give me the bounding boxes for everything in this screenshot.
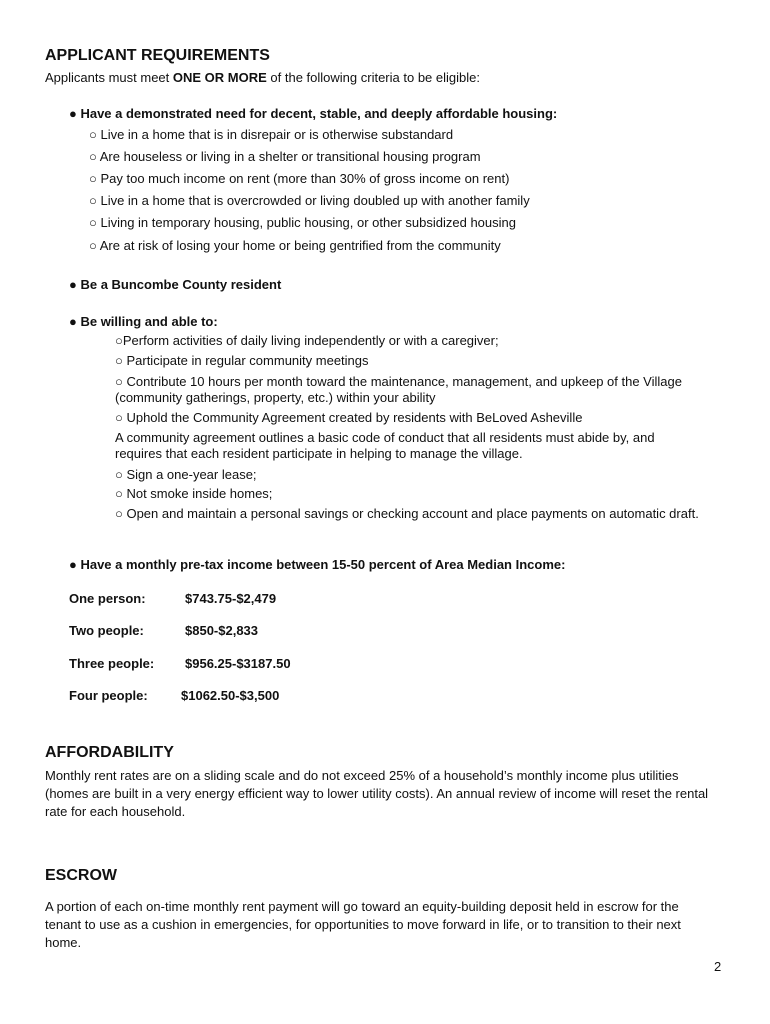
applicant-intro [45, 70, 480, 86]
willing-criterion-title: ● Be willing and able to: [69, 314, 218, 329]
willing-item: ○ Open and maintain a personal savings or checking account and place payments on automatic draft. [115, 506, 699, 521]
income-row-label: Four people: [69, 688, 148, 703]
income-row-amount: $1062.50-$3,500 [181, 688, 280, 703]
escrow-heading: ESCROW [45, 867, 117, 884]
income-criterion-title: ● Have a monthly pre-tax income between 15-50 percent of Area Median Income: [69, 557, 566, 572]
intro-text-bold: ONE OR MORE [172, 70, 267, 85]
willing-item: ○Perform activities of daily living independently or with a caregiver; [115, 333, 499, 348]
income-row-label: Three people: [69, 656, 155, 671]
willing-item: ○ Participate in regular community meetings [115, 353, 369, 368]
affordability-heading: AFFORDABILITY [45, 744, 174, 761]
intro-text-before: Applicants must meet [45, 70, 173, 85]
income-row [69, 591, 277, 607]
income-row-amount: $743.75-$2,479 [185, 591, 277, 606]
income-row [69, 688, 280, 704]
income-row-label: Two people: [69, 623, 144, 638]
need-item: ○ Live in a home that is in disrepair or is otherwise substandard [89, 127, 454, 142]
need-item: ○ Live in a home that is overcrowded or living doubled up with another family [89, 193, 530, 208]
income-row-amount: $956.25-$3187.50 [185, 656, 291, 671]
income-row [69, 656, 291, 672]
income-row-label: One person: [69, 591, 146, 606]
need-item: ○ Living in temporary housing, public housing, or other subsidized housing [89, 215, 516, 230]
affordability-paragraph: Monthly rent rates are on a sliding scale and do not exceed 25% of a household’s monthly income plus utilities (homes are built in a very energy efficient way to lower utility costs). An annual review of income will reset the rental rate for each household. [45, 768, 709, 819]
need-item: ○ Are at risk of losing your home or being gentrified from the community [89, 238, 501, 253]
applicant-requirements-heading: APPLICANT REQUIREMENTS [45, 47, 270, 64]
need-item: ○ Pay too much income on rent (more than 30% of gross income on rent) [89, 171, 510, 186]
page-number: 2 [714, 959, 722, 974]
income-row-amount: $850-$2,833 [185, 623, 259, 638]
willing-item: ○ Not smoke inside homes; [115, 486, 273, 501]
willing-item: ○ Uphold the Community Agreement created by residents with BeLoved Asheville [115, 410, 583, 425]
need-item: ○ Are houseless or living in a shelter or transitional housing program [89, 149, 481, 164]
resident-criterion: ● Be a Buncombe County resident [69, 277, 282, 292]
intro-text-after: of the following criteria to be eligible: [266, 70, 480, 85]
income-row [69, 623, 259, 639]
willing-item: ○ Sign a one-year lease; [115, 467, 257, 482]
community-agreement-note: A community agreement outlines a basic code of conduct that all residents must abide by, and requires that each resident participate in helping to manage the village. [115, 430, 655, 461]
need-criterion-title: ● Have a demonstrated need for decent, stable, and deeply affordable housing: [69, 106, 558, 121]
willing-item: ○ Contribute 10 hours per month toward the maintenance, management, and upkeep of the Village (community gatherings, property, etc.) within your ability [115, 374, 682, 405]
escrow-paragraph: A portion of each on-time monthly rent payment will go toward an equity-building deposit held in escrow for the tenant to use as a cushion in emergencies, for opportunities to move forward in life, or to transition to their next home. [45, 899, 681, 950]
